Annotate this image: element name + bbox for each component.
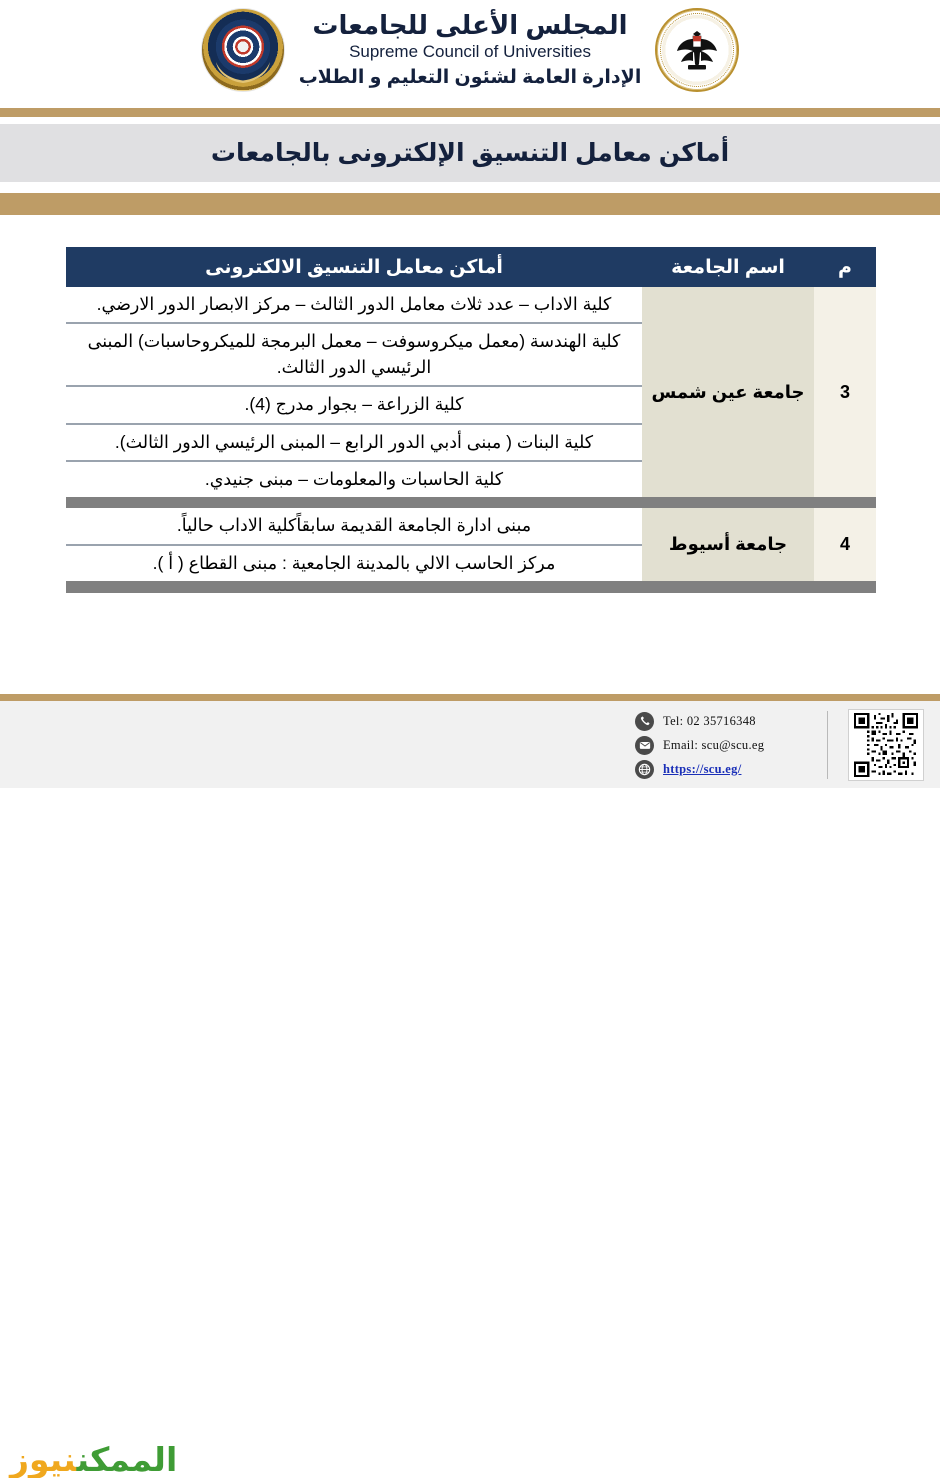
header-titles [299, 11, 642, 88]
footer-divider [827, 711, 828, 779]
university-name: جامعة عين شمس [642, 287, 814, 497]
table-body [66, 287, 876, 593]
email-address: Email: scu@scu.eg [663, 737, 765, 752]
website-link[interactable]: https://scu.eg/ [663, 761, 742, 776]
group-separator [66, 581, 876, 593]
watermark-part-2: نيوز [10, 1441, 77, 1478]
phone-number: Tel: 02 35716348 [663, 713, 756, 728]
place-item: كلية الهندسة (معمل ميكروسوفت – معمل البرمجة للميكروحاسبات) المبنى الرئيسي الدور الثالث. [66, 323, 642, 386]
gold-divider-footer [0, 694, 940, 701]
gold-divider-top [0, 108, 940, 117]
column-header-number: م [814, 247, 876, 287]
column-header-places: أماكن معامل التنسيق الالكترونى [66, 247, 642, 287]
place-item: كلية الحاسبات والمعلومات – مبنى جنيدي. [66, 461, 642, 497]
table-header-row [66, 247, 876, 287]
group-separator [66, 497, 876, 508]
coordination-labs-table-wrap [66, 247, 876, 593]
place-item: كلية الزراعة – بجوار مدرج (4). [66, 386, 642, 423]
header-title-english: Supreme Council of Universities [349, 42, 591, 62]
row-number: 4 [814, 508, 876, 581]
globe-icon [635, 760, 654, 779]
page-header [0, 0, 940, 108]
place-item: كلية الاداب – عدد ثلاث معامل الدور الثالث – مركز الابصار الدور الارضي. [66, 287, 642, 323]
contact-email-row [635, 736, 815, 755]
watermark-logo [10, 1443, 177, 1476]
place-item: مبنى ادارة الجامعة القديمة سابقاًكلية الاداب حالياً. [66, 508, 642, 544]
contact-info [635, 709, 815, 781]
gold-divider-under-title [0, 193, 940, 215]
place-item: كلية البنات ( مبنى أدبي الدور الرابع – المبنى الرئيسي الدور الثالث). [66, 424, 642, 461]
header-subtitle-arabic: الإدارة العامة لشئون التعليم و الطلاب [298, 66, 642, 88]
watermark-part-1: الممكن [76, 1441, 178, 1478]
egypt-ministry-seal-icon [655, 8, 739, 92]
page-footer [0, 701, 940, 1478]
contact-phone-row [635, 712, 815, 731]
supreme-council-of-universities-seal-icon [201, 8, 285, 92]
column-header-university: اسم الجامعة [642, 247, 814, 287]
coordination-labs-table [66, 247, 876, 593]
envelope-icon [635, 736, 654, 755]
row-number: 3 [814, 287, 876, 497]
university-name: جامعة أسيوط [642, 508, 814, 581]
header-title-arabic: المجلس الأعلى للجامعات [312, 10, 628, 41]
page-title-banner [0, 124, 940, 182]
table-row [66, 287, 876, 323]
contact-website-row[interactable] [635, 760, 815, 779]
table-row [66, 508, 876, 544]
page-title: أماكن معامل التنسيق الإلكترونى بالجامعات [210, 139, 730, 167]
qr-code[interactable] [848, 709, 924, 781]
phone-icon [635, 712, 654, 731]
place-item: مركز الحاسب الالي بالمدينة الجامعية : مبنى القطاع ( أ ). [66, 545, 642, 581]
